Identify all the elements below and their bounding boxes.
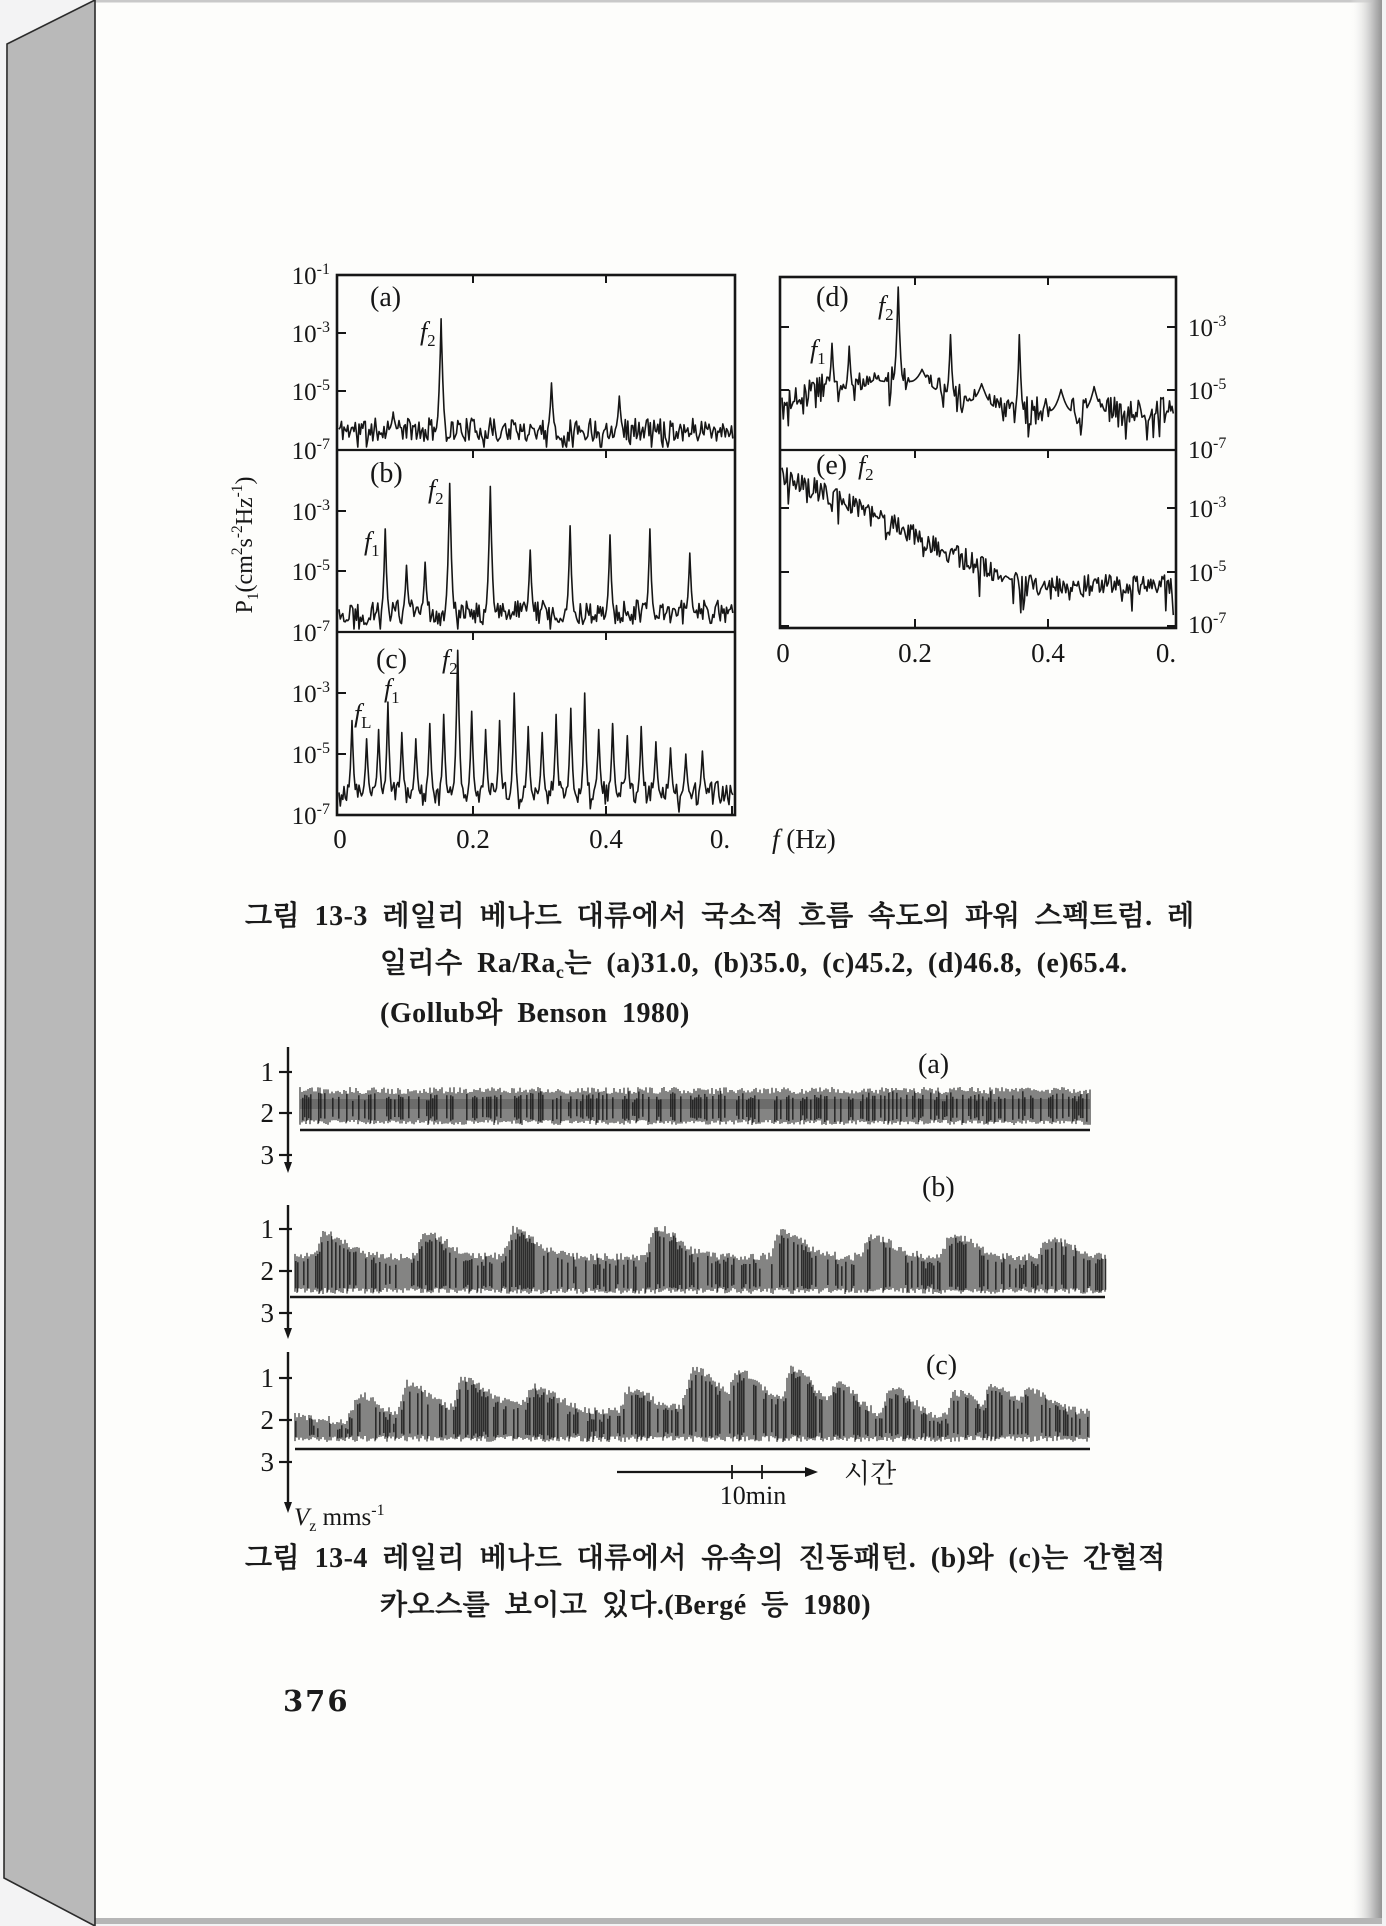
time-series-a	[261, 1047, 1091, 1173]
fig13-3-root	[229, 261, 1226, 854]
y-tick-label: $10^{-7}$	[291, 618, 330, 647]
time-axis-label: 시간	[844, 1459, 897, 1489]
y-tick-label: $10^{-3}$	[1188, 313, 1227, 342]
y-tick-label: 2	[260, 1098, 274, 1128]
page-top-edge	[95, 0, 1382, 3]
scale-label: 10min	[719, 1481, 787, 1510]
caption-text: (Gollub와 Benson 1980)	[380, 998, 690, 1029]
page-bottom-edge	[95, 1918, 1382, 1924]
caption-text: 카오스를 보이고 있다.(Bergé 등 1980)	[380, 1590, 872, 1621]
series-label-c: (c)	[926, 1350, 958, 1381]
page-right-edge	[1350, 0, 1382, 1922]
x-tick-label: 0.2	[456, 824, 490, 854]
oscillation-band-b	[295, 1226, 1106, 1294]
y-tick-label: $10^{-7}$	[1188, 435, 1227, 464]
caption-line-2	[380, 1582, 1166, 1629]
y-tick-label: 2	[260, 1256, 274, 1286]
caption-text: 그림 13-4 레일리 베나드 대류에서 유속의 진동패턴. (b)와 (c)는 간헐적	[245, 1543, 1166, 1574]
figure-13-3-caption	[245, 893, 1195, 1037]
panel-label-a: (a)	[370, 282, 402, 313]
vz-axis-label: $V_z$ mms$^{-1}$	[294, 1502, 385, 1535]
y-tick-label: $10^{-3}$	[1188, 494, 1227, 523]
figure-13-4-timeseries	[200, 1035, 1210, 1535]
peak-label-f1: $f_1$	[364, 527, 380, 560]
y-tick-label: $10^{-3}$	[291, 497, 330, 526]
time-scale	[617, 1459, 896, 1510]
y-tick-label: $10^{-5}$	[1188, 376, 1227, 405]
arrow-right-icon	[805, 1467, 818, 1477]
oscillation-band-a	[300, 1087, 1090, 1125]
y-tick-label: $10^{-3}$	[291, 319, 330, 348]
y-tick-label: 3	[260, 1447, 274, 1477]
x-tick-label: 0.4	[1031, 638, 1065, 668]
panel-label-d: (d)	[816, 282, 849, 313]
y-tick-label: 2	[260, 1405, 274, 1435]
left-plot-frame	[337, 275, 735, 815]
peak-label-f1: $f_1$	[810, 335, 826, 368]
y-tick-label: 3	[260, 1298, 274, 1328]
peak-label-f2: $f_2$	[428, 475, 444, 508]
panel-label-c: (c)	[376, 644, 408, 675]
subscript-c: c	[555, 962, 565, 982]
y-tick-label: $10^{-5}$	[291, 557, 330, 586]
peak-label-f2: $f_2$	[878, 291, 894, 324]
figure-13-3-spectra	[180, 200, 1310, 910]
peak-label-f2: $f_2$	[420, 317, 436, 350]
caption-line-1	[245, 1535, 1166, 1582]
power-spectrum-trace-b	[339, 483, 733, 629]
fig13-4-root	[261, 1047, 1106, 1535]
time-series-b	[261, 1172, 1106, 1339]
x-tick-label: 0	[776, 638, 790, 668]
time-series-c	[261, 1350, 1091, 1513]
caption-text: 일리수 Ra/Ra	[380, 948, 556, 979]
y-tick-label: 3	[260, 1140, 274, 1170]
y-tick-label: $10^{-5}$	[291, 377, 330, 406]
oscillation-band-c	[295, 1366, 1089, 1442]
y-tick-label: 1	[260, 1214, 274, 1244]
axis-arrow-icon	[284, 1328, 292, 1339]
y-tick-label: $10^{-7}$	[291, 801, 330, 830]
x-axis-label: f (Hz)	[772, 824, 836, 854]
power-spectrum-trace-e	[782, 468, 1173, 615]
y-tick-label: 1	[260, 1363, 274, 1393]
peak-label-fL: $f_L$	[354, 699, 372, 732]
book-spine-edge	[4, 0, 95, 1926]
x-tick-label: 0.	[1155, 638, 1177, 668]
y-tick-label: $10^{-5}$	[1188, 558, 1227, 587]
y-tick-label: $10^{-3}$	[291, 679, 330, 708]
figure-13-4-caption	[245, 1535, 1166, 1629]
peak-label-f1: $f_1$	[384, 674, 400, 707]
series-label-a: (a)	[918, 1049, 950, 1080]
x-tick-label: 0.2	[898, 638, 932, 668]
band-core	[300, 1099, 1090, 1109]
caption-line-2	[380, 940, 1195, 990]
y-tick-label: $10^{-1}$	[291, 261, 330, 290]
peak-label-f2: $f_2$	[858, 451, 874, 484]
power-spectrum-trace-a	[339, 319, 733, 447]
page-number: 376	[283, 1684, 350, 1718]
y-tick-label: $10^{-7}$	[1188, 610, 1227, 639]
y-tick-label: 1	[260, 1057, 274, 1087]
x-tick-label: 0.4	[589, 824, 623, 854]
peak-label-f2: $f_2$	[442, 645, 458, 678]
caption-line-1	[245, 893, 1195, 940]
axis-arrow-icon	[284, 1502, 292, 1513]
caption-text: 는 (a)31.0, (b)35.0, (c)45.2, (d)46.8, (e)65.4.	[564, 948, 1128, 979]
y-tick-label: $10^{-5}$	[291, 740, 330, 769]
x-tick-label: 0.	[709, 824, 731, 854]
axis-arrow-icon	[284, 1162, 292, 1173]
caption-line-3	[380, 990, 1195, 1037]
caption-text: 그림 13-3 레일리 베나드 대류에서 국소적 흐름 속도의 파워 스펙트럼. 레	[245, 901, 1195, 932]
y-tick-label: $10^{-7}$	[291, 436, 330, 465]
x-tick-label: 0	[333, 824, 347, 854]
panel-label-b: (b)	[370, 458, 403, 489]
series-label-b: (b)	[922, 1172, 955, 1203]
y-axis-label: $P_1(cm^2s^{-2}Hz^{-1})$	[229, 476, 262, 614]
panel-label-e: (e)	[816, 450, 848, 481]
